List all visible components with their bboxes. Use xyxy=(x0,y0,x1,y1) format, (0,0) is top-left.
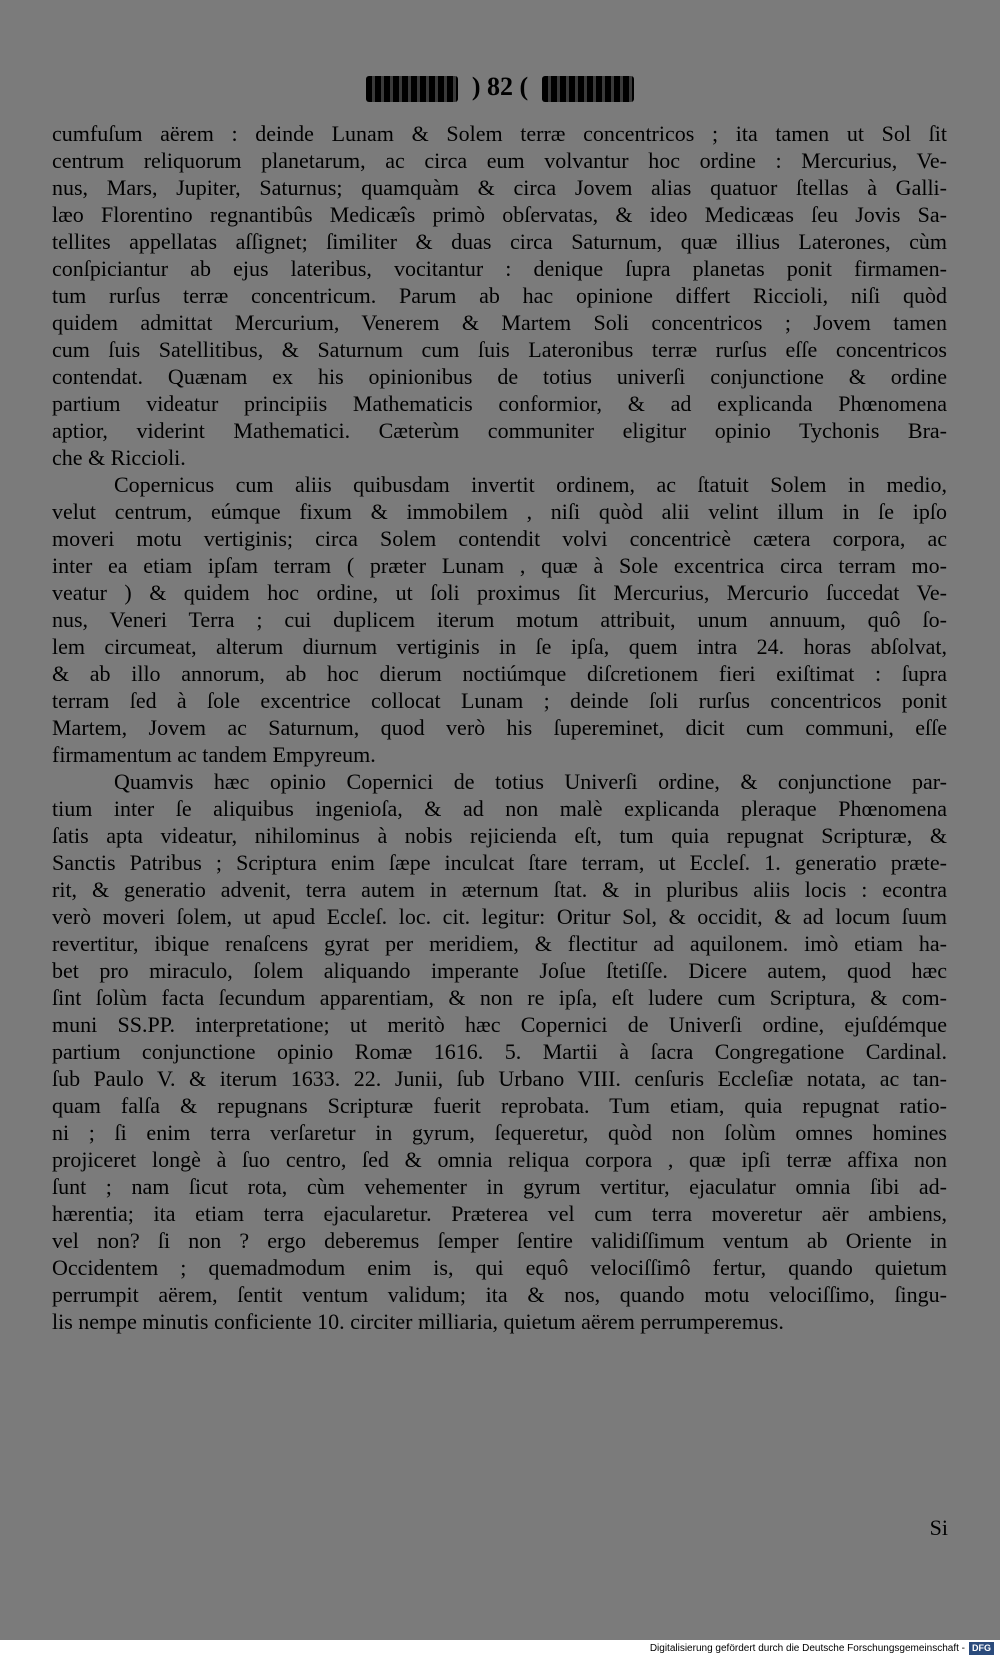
text-line: nus, Veneri Terra ; cui duplicem iterum motum attribuit, unum annuum, quô ſo- xyxy=(52,607,947,632)
text-line: ſint ſolùm facta ſecundum apparentiam, & non re ipſa, eſt ludere cum Scriptura, & com- xyxy=(52,985,947,1010)
text-line: quidem admittat Mercurium, Venerem & Martem Soli concentricos ; Jovem tamen xyxy=(52,310,947,335)
catchword: Si xyxy=(929,1515,948,1540)
text-line: Sanctis Patribus ; Scriptura enim ſæpe inculcat ſtare terram, ut Eccleſ. 1. generatio præte- xyxy=(52,850,947,875)
body-text xyxy=(52,120,947,1335)
text-line: ſub Paulo V. & iterum 1633. 22. Junii, ſub Urbano VIII. cenſuris Eccleſiæ notata, ac tan- xyxy=(52,1066,947,1091)
text-line: firmamentum ac tandem Empyreum. xyxy=(52,742,376,767)
text-line: projiceret longè à ſuo centro, ſed & omnia reliqua corpora , quæ ipſi terræ affixa non xyxy=(52,1147,947,1172)
text-line: ſunt ; nam ſicut rota, cùm vehementer in gyrum vertitur, ejaculatur omnia ſibi ad- xyxy=(52,1174,947,1199)
text-line: tum rurſus terræ concentricum. Parum ab hac opinione differt Riccioli, niſi quòd xyxy=(52,283,947,308)
text-line: bet pro miraculo, ſolem aliquando imperante Joſue ſtetiſſe. Dicere autem, quod hæc xyxy=(52,958,947,983)
dfg-logo-icon: DFG xyxy=(969,1642,994,1655)
text-line: quam falſa & repugnans Scripturæ fuerit reprobata. Tum etiam, quia repugnat ratio- xyxy=(52,1093,947,1118)
text-line: vel non? ſi non ? ergo deberemus ſemper ſentire validiſſimum ventum ab Oriente in xyxy=(52,1228,947,1253)
text-line: cumfuſum aërem : deinde Lunam & Solem terræ concentricos ; ita tamen ut Sol ſit xyxy=(52,121,947,146)
text-line: rit, & generatio advenit, terra autem in æternum ſtat. & in pluribus aliis locis : econtra xyxy=(52,877,947,902)
text-line: lis nempe minutis conficiente 10. circiter milliaria, quietum aërem perrumperemus. xyxy=(52,1309,784,1334)
text-line: partium conjunctione opinio Romæ 1616. 5. Martii à ſacra Congregatione Cardinal. xyxy=(52,1039,947,1064)
text-line: perrumpit aërem, ſentit ventum validum; ita & nos, quando motu velociſſimo, ſingu- xyxy=(52,1282,947,1307)
text-line: moveri motu vertiginis; circa Solem contendit volvi concentricè cætera corpora, ac xyxy=(52,526,947,551)
text-line: læo Florentino regnantibûs Medicæîs primò obſervatas, & ideo Medicæas ſeu Jovis Sa- xyxy=(52,202,947,227)
text-line: inter ea etiam ipſam terram ( præter Lunam , quæ à Sole excentrica circa terram mo- xyxy=(52,553,947,578)
text-line: che & Riccioli. xyxy=(52,445,186,470)
text-line: aptior, viderint Mathematici. Cæterùm communiter eligitur opinio Tychonis Bra- xyxy=(52,418,947,443)
text-line: Copernicus cum aliis quibusdam invertit ordinem, ac ſtatuit Solem in medio, xyxy=(114,472,947,497)
text-line: ni ; ſi enim terra verſaretur in gyrum, ſequeretur, quòd non ſolùm omnes homines xyxy=(52,1120,947,1145)
text-line: nus, Mars, Jupiter, Saturnus; quamquàm & circa Jovem alias quatuor ſtellas à Galli- xyxy=(52,175,947,200)
text-line: partium videatur principiis Mathematicis conformior, & ad explicanda Phœnomena xyxy=(52,391,947,416)
text-line: Quamvis hæc opinio Copernici de totius Univerſi ordine, & conjunctione par- xyxy=(114,769,947,794)
page-number: ) 82 ( xyxy=(471,72,529,101)
right-ornament-icon xyxy=(542,76,634,102)
footer-credit: Digitalisierung gefördert durch die Deutsche Forschungsgemeinschaft - xyxy=(649,1643,965,1654)
page-header xyxy=(0,72,1000,102)
text-line: veatur ) & quidem hoc ordine, ut ſoli proximus ſit Mercurius, Mercurio ſuccedat Ve- xyxy=(52,580,947,605)
text-line: terram ſed à ſole excentrice collocat Lunam ; deinde ſoli rurſus concentricos ponit xyxy=(52,688,947,713)
text-line: ſatis apta videatur, nihilominus à nobis rejicienda eſt, tum quia repugnat Scripturæ, & xyxy=(52,823,947,848)
text-line: verò moveri ſolem, ut apud Eccleſ. loc. cit. legitur: Oritur Sol, & occidit, & ad locum ſuum xyxy=(52,904,947,929)
text-line: hærentia; ita etiam terra ejacularetur. Præterea vel cum terra moveretur aër ambiens, xyxy=(52,1201,947,1226)
text-line: Martem, Jovem ac Saturnum, quod verò his ſupereminet, dicit cum communi, eſſe xyxy=(52,715,947,740)
text-line: & ab illo annorum, ab hoc dierum noctiúmque diſcretionem fieri exiſtimat : ſupra xyxy=(52,661,947,686)
left-ornament-icon xyxy=(366,76,458,102)
text-line: conſpiciantur ab ejus lateribus, vocitantur : denique ſupra planetas ponit firmamen- xyxy=(52,256,947,281)
text-line: revertitur, ibique renaſcens gyrat per meridiem, & flectitur ad aquilonem. imò etiam ha- xyxy=(52,931,947,956)
text-line: Occidentem ; quemadmodum enim is, qui equô velociſſimô fertur, quando quietum xyxy=(52,1255,947,1280)
text-line: cum ſuis Satellitibus, & Saturnum cum ſuis Lateronibus terræ rurſus eſſe concentricos xyxy=(52,337,947,362)
text-line: tellites appellatas aſſignet; ſimiliter & duas circa Saturnum, quæ illius Laterones, cùm xyxy=(52,229,947,254)
text-line: lem circumeat, alterum diurnum vertiginis in ſe ipſa, quem intra 24. horas abſolvat, xyxy=(52,634,947,659)
text-line: contendat. Quænam ex his opinionibus de totius univerſi conjunctione & ordine xyxy=(52,364,947,389)
text-line: tium inter ſe aliquibus ingenioſa, & ad non malè explicanda pleraque Phœnomena xyxy=(52,796,947,821)
text-line: muni SS.PP. interpretatione; ut meritò hæc Copernici de Univerſi ordine, ejuſdémque xyxy=(52,1012,947,1037)
digitization-footer xyxy=(0,1640,1000,1657)
text-line: centrum reliquorum planetarum, ac circa eum volvantur hoc ordine : Mercurius, Ve- xyxy=(52,148,947,173)
text-line: velut centrum, eúmque fixum & immobilem , niſi quòd alii velint illum in ſe ipſo xyxy=(52,499,947,524)
